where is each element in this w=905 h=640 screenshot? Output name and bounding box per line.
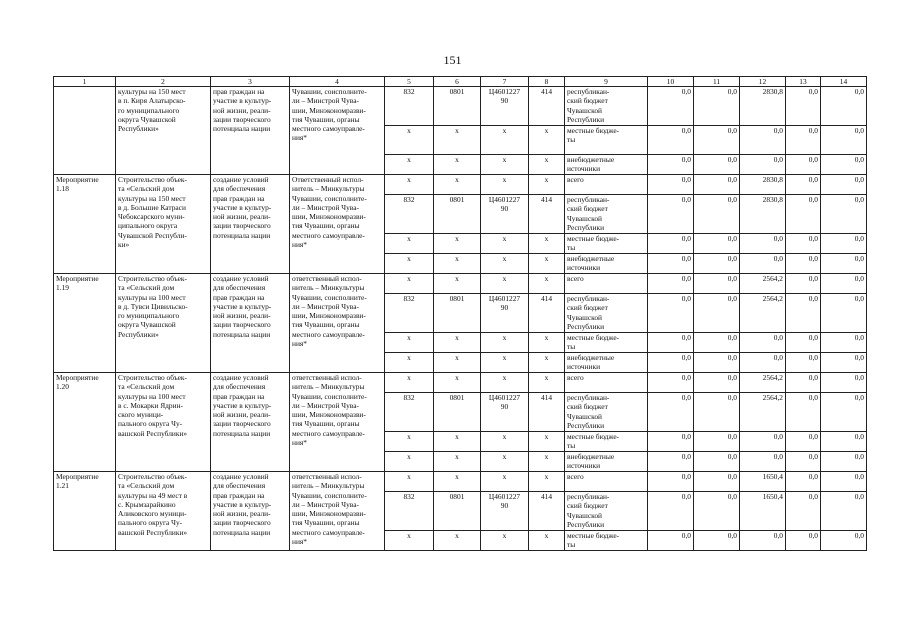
measure-name: Мероприятие 1.19 [54, 274, 116, 373]
budget-code-vr: x [529, 155, 565, 175]
value-col-11: 0,0 [694, 126, 740, 155]
budget-code-csr: Ц4601227 90 [481, 294, 529, 333]
page-number: 151 [443, 53, 462, 67]
measure-object: Строительство объек- та «Сельский дом культуры на 150 мест в д. Большие Катраси Чебоксарского муни- ципального округа Чувашской Республи- ки» [116, 175, 211, 274]
value-col-10: 0,0 [648, 353, 694, 373]
budget-code-rzpr: x [434, 175, 481, 195]
value-col-13: 0,0 [786, 432, 821, 452]
funding-source: внебюджетные источники [565, 254, 648, 274]
value-col-14: 0,0 [821, 531, 867, 551]
value-col-14: 0,0 [821, 274, 867, 294]
funding-source: всего [565, 274, 648, 294]
value-col-10: 0,0 [648, 452, 694, 472]
value-col-13: 0,0 [786, 452, 821, 472]
funding-source: всего [565, 373, 648, 393]
value-col-10: 0,0 [648, 234, 694, 254]
table-row [54, 87, 867, 126]
measure-goal: создание условий для обеспечения прав граждан на участие в культур- ной жизни, реали- зации творческого потенциала нации [211, 274, 290, 373]
budget-code-grbs: x [385, 452, 434, 472]
value-col-13: 0,0 [786, 155, 821, 175]
measure-name: Мероприятие 1.18 [54, 175, 116, 274]
budget-code-vr: x [529, 531, 565, 551]
funding-source: внебюджетные источники [565, 353, 648, 373]
value-col-14: 0,0 [821, 234, 867, 254]
value-col-14: 0,0 [821, 195, 867, 234]
value-col-14: 0,0 [821, 87, 867, 126]
budget-code-csr: x [481, 432, 529, 452]
measure-name: Мероприятие 1.20 [54, 373, 116, 472]
budget-code-csr: x [481, 126, 529, 155]
program-measures-table [53, 76, 867, 551]
column-number: 14 [821, 77, 867, 87]
value-col-10: 0,0 [648, 87, 694, 126]
budget-code-csr: x [481, 472, 529, 492]
budget-code-rzpr: x [434, 254, 481, 274]
value-col-14: 0,0 [821, 126, 867, 155]
funding-source: республикан- ский бюджет Чувашской Республики [565, 492, 648, 531]
value-col-13: 0,0 [786, 234, 821, 254]
budget-code-csr: x [481, 353, 529, 373]
budget-code-vr: x [529, 234, 565, 254]
value-col-12: 0,0 [740, 432, 786, 452]
value-col-14: 0,0 [821, 254, 867, 274]
value-col-14: 0,0 [821, 432, 867, 452]
value-col-12: 0,0 [740, 333, 786, 353]
value-col-12: 2564,2 [740, 274, 786, 294]
funding-source: местные бюдже- ты [565, 432, 648, 452]
value-col-14: 0,0 [821, 353, 867, 373]
budget-code-grbs: x [385, 274, 434, 294]
column-number: 9 [565, 77, 648, 87]
column-number: 13 [786, 77, 821, 87]
measure-object: культуры на 150 мест в п. Киря Алатырско- го муниципального округа Чувашской Республики» [116, 87, 211, 175]
budget-code-grbs: x [385, 126, 434, 155]
value-col-12: 2564,2 [740, 373, 786, 393]
funding-source: республикан- ский бюджет Чувашской Республики [565, 393, 648, 432]
value-col-12: 2564,2 [740, 294, 786, 333]
budget-code-vr: x [529, 274, 565, 294]
value-col-13: 0,0 [786, 333, 821, 353]
funding-source: внебюджетные источники [565, 155, 648, 175]
value-col-11: 0,0 [694, 294, 740, 333]
funding-source: всего [565, 175, 648, 195]
budget-code-grbs: 832 [385, 294, 434, 333]
column-number: 2 [116, 77, 211, 87]
value-col-10: 0,0 [648, 254, 694, 274]
value-col-12: 2564,2 [740, 393, 786, 432]
budget-code-rzpr: x [434, 274, 481, 294]
table-row [54, 175, 867, 195]
budget-code-vr: x [529, 373, 565, 393]
measure-executor: ответственный испол- нитель – Минкультуры Чувашии, соисполните- ли – Минстрой Чува- шии, Минэкономразви- тия Чувашии, органы местного самоуправле- ния* [290, 373, 385, 472]
value-col-10: 0,0 [648, 195, 694, 234]
value-col-10: 0,0 [648, 294, 694, 333]
value-col-13: 0,0 [786, 274, 821, 294]
value-col-11: 0,0 [694, 234, 740, 254]
value-col-14: 0,0 [821, 373, 867, 393]
value-col-12: 0,0 [740, 155, 786, 175]
measure-goal: прав граждан на участие в культур- ной жизни, реали- зации творческого потенциала нации [211, 87, 290, 175]
measure-object: Строительство объек- та «Сельский дом культуры на 49 мест в с. Крымзарайкино Аликовского муници- пального округа Чу- вашской Республики» [116, 472, 211, 551]
value-col-14: 0,0 [821, 472, 867, 492]
budget-code-csr: x [481, 452, 529, 472]
measure-executor: Чувашии, соисполните- ли – Минстрой Чува- шии, Минэкономразви- тия Чувашии, органы местного самоуправле- ния* [290, 87, 385, 175]
funding-source: местные бюдже- ты [565, 531, 648, 551]
value-col-12: 2830,8 [740, 87, 786, 126]
value-col-11: 0,0 [694, 432, 740, 452]
value-col-14: 0,0 [821, 175, 867, 195]
value-col-12: 0,0 [740, 126, 786, 155]
budget-code-csr: x [481, 531, 529, 551]
value-col-11: 0,0 [694, 393, 740, 432]
funding-source: внебюджетные источники [565, 452, 648, 472]
value-col-14: 0,0 [821, 452, 867, 472]
value-col-11: 0,0 [694, 353, 740, 373]
budget-code-vr: 414 [529, 195, 565, 234]
value-col-11: 0,0 [694, 492, 740, 531]
value-col-10: 0,0 [648, 333, 694, 353]
value-col-13: 0,0 [786, 87, 821, 126]
funding-source: местные бюдже- ты [565, 126, 648, 155]
funding-source: всего [565, 472, 648, 492]
column-number: 7 [481, 77, 529, 87]
budget-code-vr: 414 [529, 294, 565, 333]
value-col-11: 0,0 [694, 254, 740, 274]
value-col-12: 2830,8 [740, 175, 786, 195]
budget-code-csr: Ц4601227 90 [481, 492, 529, 531]
measure-executor: ответственный испол- нитель – Минкультуры Чувашии, соисполните- ли – Минстрой Чува- шии, Минэкономразви- тия Чувашии, органы местного самоуправле- ния* [290, 472, 385, 551]
column-number: 1 [54, 77, 116, 87]
budget-code-grbs: x [385, 254, 434, 274]
value-col-12: 2830,8 [740, 195, 786, 234]
budget-code-rzpr: 0801 [434, 492, 481, 531]
funding-source: республикан- ский бюджет Чувашской Республики [565, 87, 648, 126]
column-number: 5 [385, 77, 434, 87]
value-col-12: 1650,4 [740, 472, 786, 492]
measure-executor: Ответственный испол- нитель – Минкультуры Чувашии, соисполните- ли – Минстрой Чува- шии, Минэкономразви- тия Чувашии, органы местного самоуправле- ния* [290, 175, 385, 274]
value-col-10: 0,0 [648, 274, 694, 294]
value-col-13: 0,0 [786, 195, 821, 234]
column-number: 10 [648, 77, 694, 87]
budget-code-rzpr: 0801 [434, 294, 481, 333]
value-col-12: 0,0 [740, 234, 786, 254]
value-col-11: 0,0 [694, 155, 740, 175]
budget-code-csr: Ц4601227 90 [481, 87, 529, 126]
value-col-13: 0,0 [786, 531, 821, 551]
value-col-13: 0,0 [786, 294, 821, 333]
value-col-11: 0,0 [694, 87, 740, 126]
measure-goal: создание условий для обеспечения прав граждан на участие в культур- ной жизни, реали- зации творческого потенциала нации [211, 373, 290, 472]
value-col-12: 1650,4 [740, 492, 786, 531]
table-row [54, 274, 867, 294]
measure-name [54, 87, 116, 175]
value-col-13: 0,0 [786, 353, 821, 373]
budget-code-csr: x [481, 155, 529, 175]
budget-code-csr: x [481, 234, 529, 254]
budget-code-vr: x [529, 254, 565, 274]
column-number: 12 [740, 77, 786, 87]
column-number: 8 [529, 77, 565, 87]
value-col-10: 0,0 [648, 432, 694, 452]
value-col-13: 0,0 [786, 492, 821, 531]
value-col-11: 0,0 [694, 452, 740, 472]
budget-code-rzpr: 0801 [434, 87, 481, 126]
budget-code-csr: x [481, 175, 529, 195]
budget-code-grbs: 832 [385, 195, 434, 234]
value-col-10: 0,0 [648, 393, 694, 432]
value-col-11: 0,0 [694, 333, 740, 353]
measure-name: Мероприятие 1.21 [54, 472, 116, 551]
budget-code-rzpr: x [434, 353, 481, 373]
value-col-11: 0,0 [694, 472, 740, 492]
value-col-11: 0,0 [694, 195, 740, 234]
value-col-11: 0,0 [694, 531, 740, 551]
value-col-14: 0,0 [821, 294, 867, 333]
value-col-13: 0,0 [786, 373, 821, 393]
budget-code-vr: x [529, 126, 565, 155]
value-col-14: 0,0 [821, 492, 867, 531]
column-number: 3 [211, 77, 290, 87]
value-col-14: 0,0 [821, 155, 867, 175]
value-col-13: 0,0 [786, 126, 821, 155]
value-col-10: 0,0 [648, 126, 694, 155]
value-col-14: 0,0 [821, 333, 867, 353]
budget-code-csr: x [481, 333, 529, 353]
funding-source: республикан- ский бюджет Чувашской Республики [565, 294, 648, 333]
budget-code-grbs: x [385, 155, 434, 175]
budget-code-rzpr: 0801 [434, 393, 481, 432]
budget-code-rzpr: x [434, 126, 481, 155]
budget-code-rzpr: 0801 [434, 195, 481, 234]
budget-code-vr: 414 [529, 87, 565, 126]
value-col-13: 0,0 [786, 393, 821, 432]
column-number-row [54, 77, 867, 87]
budget-code-csr: Ц4601227 90 [481, 393, 529, 432]
column-number: 11 [694, 77, 740, 87]
value-col-10: 0,0 [648, 492, 694, 531]
budget-code-grbs: x [385, 373, 434, 393]
budget-code-csr: x [481, 373, 529, 393]
value-col-11: 0,0 [694, 373, 740, 393]
budget-code-rzpr: x [434, 432, 481, 452]
column-number: 4 [290, 77, 385, 87]
budget-code-vr: x [529, 333, 565, 353]
value-col-10: 0,0 [648, 472, 694, 492]
value-col-12: 0,0 [740, 452, 786, 472]
budget-code-vr: x [529, 353, 565, 373]
value-col-14: 0,0 [821, 393, 867, 432]
budget-code-csr: x [481, 274, 529, 294]
budget-code-grbs: x [385, 175, 434, 195]
budget-code-vr: 414 [529, 492, 565, 531]
budget-code-rzpr: x [434, 155, 481, 175]
value-col-12: 0,0 [740, 254, 786, 274]
measure-goal: создание условий для обеспечения прав граждан на участие в культур- ной жизни, реали- зации творческого потенциала нации [211, 472, 290, 551]
budget-code-grbs: 832 [385, 492, 434, 531]
funding-source: местные бюдже- ты [565, 333, 648, 353]
funding-source: республикан- ский бюджет Чувашской Республики [565, 195, 648, 234]
budget-code-vr: x [529, 175, 565, 195]
column-number: 6 [434, 77, 481, 87]
budget-code-rzpr: x [434, 531, 481, 551]
budget-code-vr: x [529, 432, 565, 452]
value-col-13: 0,0 [786, 472, 821, 492]
value-col-10: 0,0 [648, 531, 694, 551]
measure-object: Строительство объек- та «Сельский дом культуры на 100 мест в д. Тувси Цивильско- го муниципального округа Чувашской Республики» [116, 274, 211, 373]
budget-code-rzpr: x [434, 452, 481, 472]
value-col-11: 0,0 [694, 175, 740, 195]
value-col-10: 0,0 [648, 175, 694, 195]
value-col-11: 0,0 [694, 274, 740, 294]
budget-code-rzpr: x [434, 373, 481, 393]
value-col-10: 0,0 [648, 155, 694, 175]
value-col-13: 0,0 [786, 254, 821, 274]
value-col-10: 0,0 [648, 373, 694, 393]
table-row [54, 472, 867, 492]
budget-code-grbs: 832 [385, 87, 434, 126]
measure-executor: ответственный испол- нитель – Минкультуры Чувашии, соисполните- ли – Минстрой Чува- шии, Минэкономразви- тия Чувашии, органы местного самоуправле- ния* [290, 274, 385, 373]
value-col-13: 0,0 [786, 175, 821, 195]
budget-code-grbs: 832 [385, 393, 434, 432]
budget-code-grbs: x [385, 432, 434, 452]
budget-code-grbs: x [385, 353, 434, 373]
value-col-12: 0,0 [740, 531, 786, 551]
budget-code-rzpr: x [434, 472, 481, 492]
budget-code-vr: x [529, 472, 565, 492]
budget-code-grbs: x [385, 472, 434, 492]
value-col-12: 0,0 [740, 353, 786, 373]
budget-code-grbs: x [385, 234, 434, 254]
budget-code-csr: x [481, 254, 529, 274]
budget-code-rzpr: x [434, 333, 481, 353]
measure-object: Строительство объек- та «Сельский дом культуры на 100 мест в с. Мокарки Ядрин- ского муници- пального округа Чу- вашской Республики» [116, 373, 211, 472]
measure-goal: создание условий для обеспечения прав граждан на участие в культур- ной жизни, реали- зации творческого потенциала нации [211, 175, 290, 274]
table-row [54, 373, 867, 393]
budget-code-vr: x [529, 452, 565, 472]
budget-code-csr: Ц4601227 90 [481, 195, 529, 234]
budget-code-grbs: x [385, 333, 434, 353]
funding-source: местные бюдже- ты [565, 234, 648, 254]
budget-code-grbs: x [385, 531, 434, 551]
budget-code-rzpr: x [434, 234, 481, 254]
budget-code-vr: 414 [529, 393, 565, 432]
